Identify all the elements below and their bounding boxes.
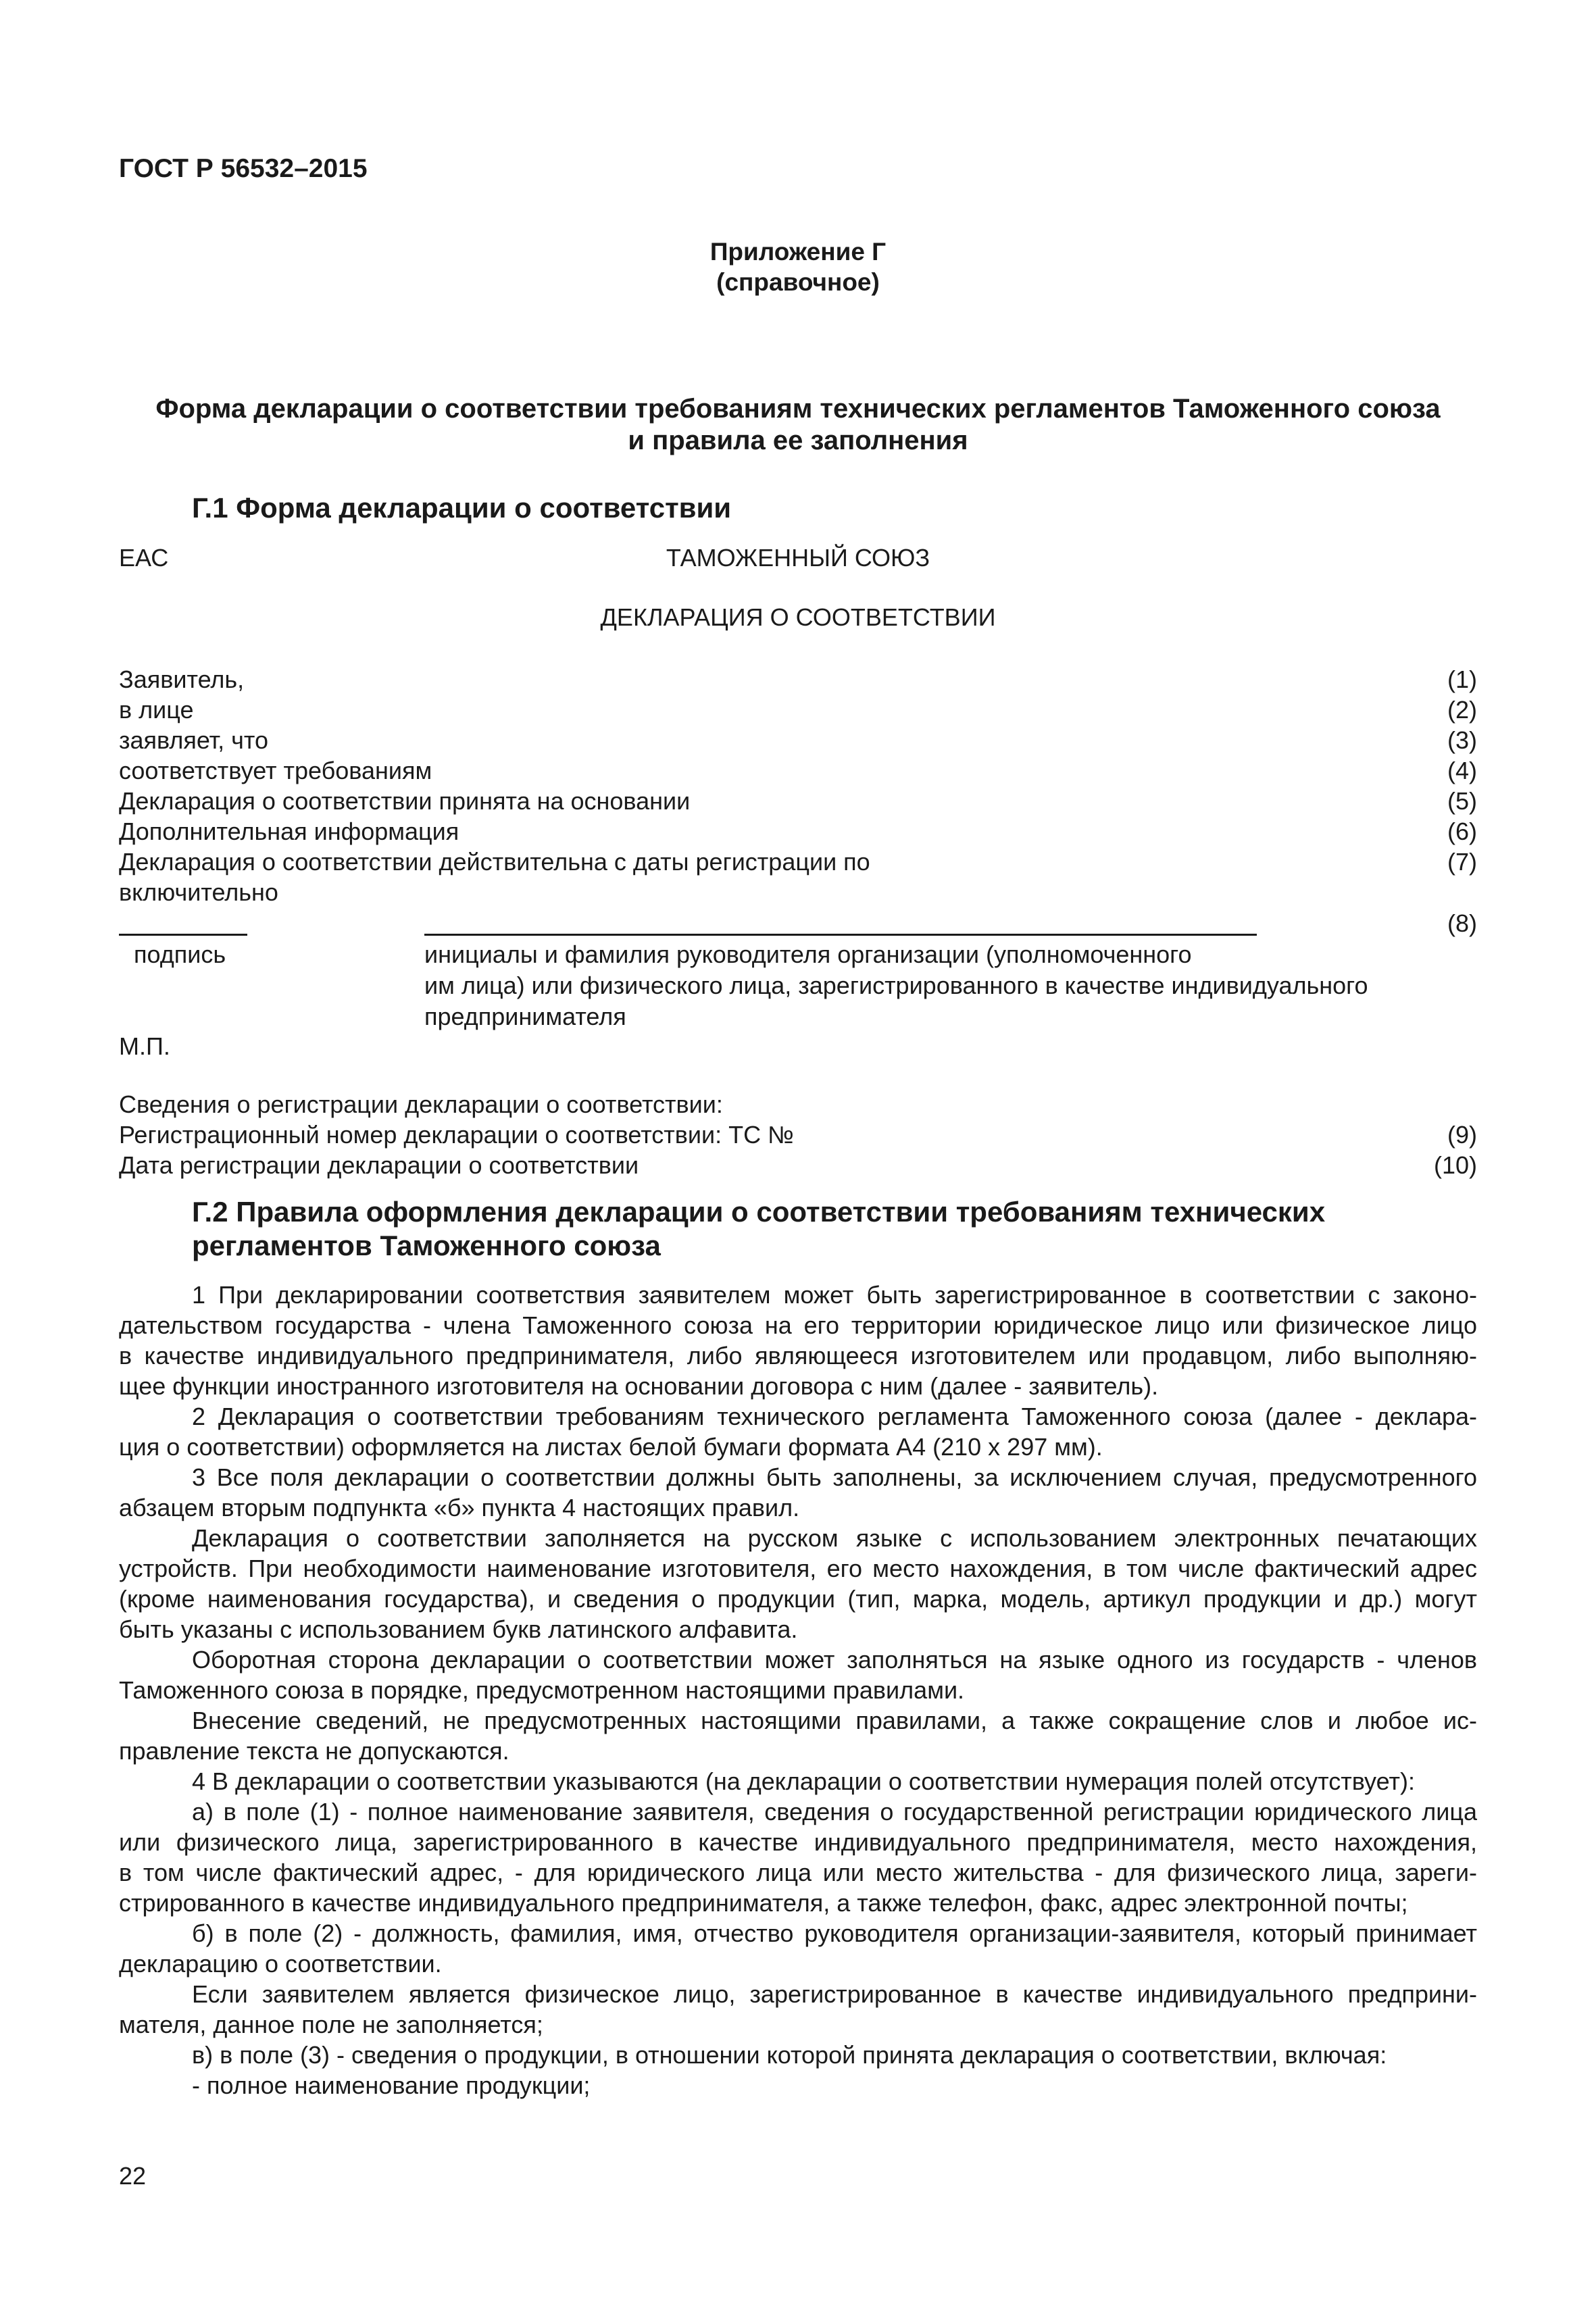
customs-union-title: ТАМОЖЕННЫЙ СОЮЗ bbox=[666, 544, 930, 572]
signatory-caption-line1: инициалы и фамилия руководителя организации (уполномоченного bbox=[424, 940, 1192, 968]
field-number: (1) bbox=[1447, 665, 1477, 693]
field-number: (10) bbox=[1433, 1151, 1477, 1179]
registration-intro: Сведения о регистрации декларации о соответствии: bbox=[119, 1090, 723, 1118]
field-label: Декларация о соответствии действительна с даты регистрации по bbox=[119, 848, 870, 876]
field-label: в лице bbox=[119, 696, 194, 724]
body-line: щее функции иностранного изготовителя на основании договора с ним (далее - заявитель). bbox=[119, 1372, 1159, 1400]
section-g1-heading: Г.1 Форма декларации о соответствии bbox=[192, 492, 732, 524]
body-line: - полное наименование продукции; bbox=[192, 2071, 591, 2099]
field-label: включительно bbox=[119, 878, 278, 906]
registration-number: Регистрационный номер декларации о соответствии: ТС № bbox=[119, 1121, 794, 1149]
field-number: (2) bbox=[1447, 696, 1477, 724]
body-line: или физического лица, зарегистрированного в качестве индивидуального предпринимателя, место нахождения, bbox=[119, 1828, 1477, 1856]
body-line: Внесение сведений, не предусмотренных настоящими правилами, а также сокращение слов и любое ис- bbox=[192, 1707, 1477, 1734]
field-number: (3) bbox=[1447, 726, 1477, 754]
body-line: абзацем вторым подпункта «б» пункта 4 настоящих правил. bbox=[119, 1494, 800, 1521]
field-number: (7) bbox=[1447, 848, 1477, 876]
field-label: соответствует требованиям bbox=[119, 757, 432, 784]
body-line: 2 Декларация о соответствии требованиям технического регламента Таможенного союза (далее - деклара- bbox=[192, 1403, 1477, 1430]
field-number: (9) bbox=[1447, 1121, 1477, 1149]
name-line bbox=[424, 934, 1257, 936]
body-line: устройств. При необходимости наименование изготовителя, его место нахождения, в том числе фактический адрес bbox=[119, 1555, 1477, 1582]
body-line: мателя, данное поле не заполняется; bbox=[119, 2011, 543, 2038]
appendix-type: (справочное) bbox=[716, 268, 880, 296]
body-line: Оборотная сторона декларации о соответствии может заполняться на языке одного из государств - членов bbox=[192, 1646, 1477, 1674]
body-line: 4 В декларации о соответствии указываются (на декларации о соответствии нумерация полей отсутствует): bbox=[192, 1767, 1415, 1795]
body-line: правление текста не допускаются. bbox=[119, 1737, 509, 1765]
body-line: в том числе фактический адрес, - для юридического лица или место жительства - для физического лица, зареги- bbox=[119, 1859, 1477, 1886]
field-number: (5) bbox=[1447, 787, 1477, 815]
body-line: в) в поле (3) - сведения о продукции, в отношении которой принята декларация о соответствии, включая: bbox=[192, 2041, 1387, 2069]
body-line: (кроме наименования государства), и сведения о продукции (тип, марка, модель, артикул продукции и др.) могут bbox=[119, 1585, 1477, 1613]
field-label: заявляет, что bbox=[119, 726, 269, 754]
body-line: декларацию о соответствии. bbox=[119, 1950, 442, 1978]
signatory-caption-line2: им лица) или физического лица, зарегистрированного в качестве индивидуального bbox=[424, 972, 1368, 999]
field-label: Дополнительная информация bbox=[119, 818, 459, 845]
section-g2-heading-line1: Г.2 Правила оформления декларации о соответствии требованиям технических bbox=[192, 1196, 1326, 1228]
body-line: дательством государства - члена Таможенного союза на его территории юридическое лицо или физическое лицо bbox=[119, 1311, 1477, 1339]
body-line: в качестве индивидуального предпринимателя, либо являющееся изготовителем или продавцом, либо выполняю- bbox=[119, 1342, 1477, 1369]
field-number: (8) bbox=[1447, 909, 1477, 937]
field-label: Заявитель, bbox=[119, 665, 245, 693]
page-number: 22 bbox=[119, 2162, 147, 2190]
body-line: 3 Все поля декларации о соответствии должны быть заполнены, за исключением случая, предусмотренного bbox=[192, 1463, 1477, 1491]
body-line: 1 При декларировании соответствия заявителем может быть зарегистрированное в соответствии с законо- bbox=[192, 1281, 1477, 1309]
body-line: быть указаны с использованием букв латинского алфавита. bbox=[119, 1615, 798, 1643]
appendix-label: Приложение Г bbox=[709, 238, 887, 266]
signatory-caption-line3: предпринимателя bbox=[424, 1003, 626, 1030]
body-line: Декларация о соответствии заполняется на русском языке с использованием электронных печатающих bbox=[192, 1524, 1477, 1552]
appendix-title-line1: Форма декларации о соответствии требованиям технических регламентов Таможенного союза bbox=[155, 394, 1441, 424]
body-line: Таможенного союза в порядке, предусмотренном настоящими правилами. bbox=[119, 1676, 965, 1704]
appendix-title-line2: и правила ее заполнения bbox=[628, 426, 968, 455]
body-line: ция о соответствии) оформляется на листах белой бумаги формата А4 (210 х 297 мм). bbox=[119, 1433, 1103, 1461]
body-line: б) в поле (2) - должность, фамилия, имя, отчество руководителя организации-заявителя, который принимает bbox=[192, 1919, 1477, 1947]
body-line: Если заявителем является физическое лицо, зарегистрированное в качестве индивидуального предприни- bbox=[192, 1980, 1477, 2008]
body-line: стрированного в качестве индивидуального предпринимателя, а также телефон, факс, адрес электронной почты; bbox=[119, 1889, 1408, 1917]
field-number: (4) bbox=[1447, 757, 1477, 784]
signature-caption: подпись bbox=[134, 940, 226, 968]
eac-mark: ЕАС bbox=[119, 544, 169, 572]
stamp-place: М.П. bbox=[119, 1032, 170, 1060]
field-number: (6) bbox=[1447, 818, 1477, 845]
declaration-title: ДЕКЛАРАЦИЯ О СООТВЕТСТВИИ bbox=[600, 603, 996, 631]
signature-line bbox=[119, 934, 247, 936]
registration-date: Дата регистрации декларации о соответствии bbox=[119, 1151, 639, 1179]
field-label: Декларация о соответствии принята на основании bbox=[119, 787, 691, 815]
standard-code: ГОСТ Р 56532–2015 bbox=[119, 154, 368, 183]
section-g2-heading-line2: регламентов Таможенного союза bbox=[192, 1230, 661, 1261]
body-line: а) в поле (1) - полное наименование заявителя, сведения о государственной регистрации юридического лица bbox=[192, 1798, 1477, 1826]
